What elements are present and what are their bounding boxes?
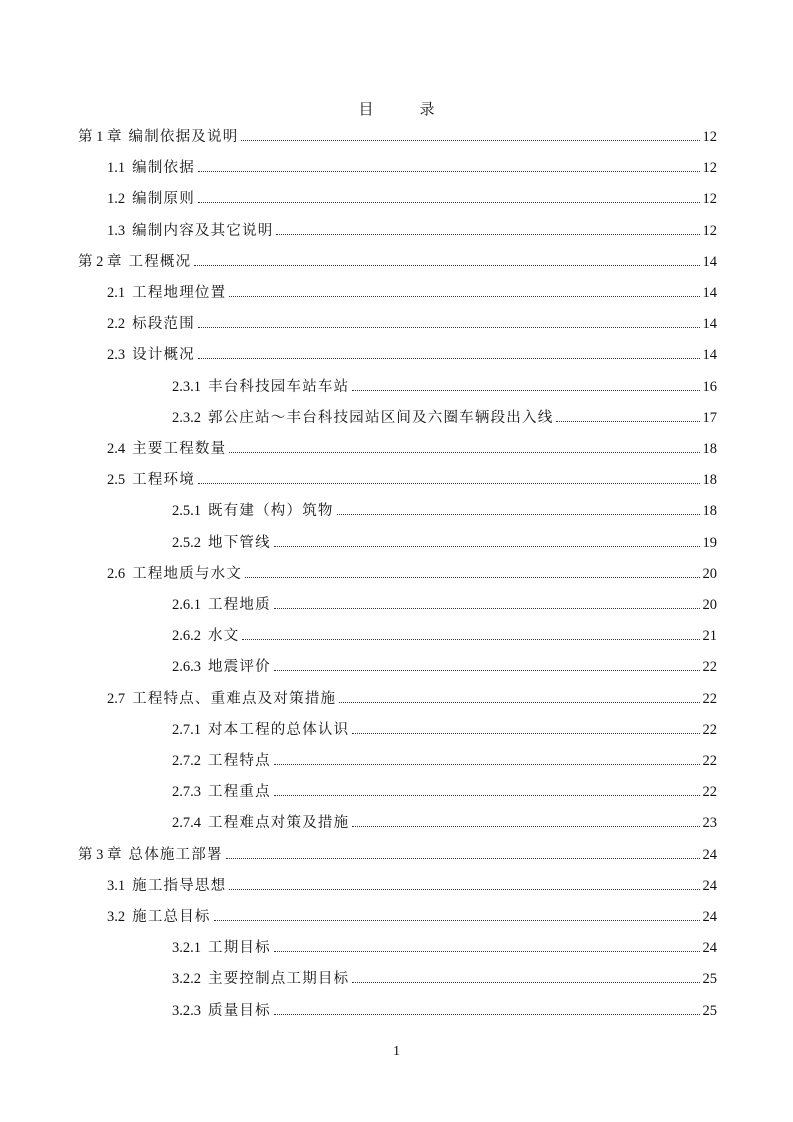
toc-entry[interactable]	[107, 282, 717, 302]
toc-entry-label	[107, 908, 211, 926]
toc-dot-leader	[229, 296, 699, 297]
toc-entry-page: 20	[702, 597, 717, 613]
toc-title-char-2: 录	[419, 100, 435, 118]
toc-entry-number: 3.2.1	[172, 940, 201, 957]
toc-title	[0, 98, 793, 124]
toc-entry-number: 第 1 章	[78, 129, 122, 145]
toc-entry-label	[172, 502, 334, 520]
toc-entry-number: 2.6	[107, 565, 126, 582]
toc-dot-leader	[241, 140, 699, 141]
toc-dot-leader	[274, 764, 700, 765]
toc-entry[interactable]	[172, 656, 717, 676]
toc-entry-label	[107, 346, 195, 364]
toc-entry-label	[107, 471, 195, 489]
toc-entry-number: 2.1	[107, 285, 126, 301]
toc-entry-text: 主要控制点工期目标	[208, 971, 350, 988]
toc-entry-number: 2.6.1	[172, 597, 201, 613]
toc-entry-number: 2.2	[107, 316, 126, 333]
toc-entry-page: 22	[702, 753, 717, 769]
toc-entry-text: 工程环境	[132, 472, 195, 489]
toc-entry-number: 2.7	[107, 690, 126, 707]
toc-dot-leader	[245, 577, 699, 578]
toc-entry-label	[172, 409, 553, 427]
toc-entry-page: 22	[702, 784, 717, 801]
toc-entry[interactable]	[78, 844, 717, 864]
toc-entry[interactable]	[107, 220, 717, 240]
toc-entry-label	[78, 128, 238, 146]
toc-entry-page: 17	[702, 409, 717, 426]
toc-entry-number: 第 3 章	[78, 846, 122, 863]
toc-entry-label	[172, 378, 349, 396]
toc-entry-page: 19	[702, 534, 717, 551]
toc-entry[interactable]	[107, 906, 717, 926]
toc-entry-text: 工期目标	[208, 940, 271, 957]
toc-entry-number: 1.1	[107, 160, 126, 177]
toc-entry-number: 3.2.3	[172, 1002, 201, 1019]
toc-entry-text: 工程特点、重难点及对策措施	[132, 690, 337, 707]
toc-entry[interactable]	[107, 469, 717, 489]
toc-entry-text: 编制依据	[132, 160, 195, 177]
toc-entry-text: 水文	[208, 628, 240, 645]
toc-entry[interactable]	[172, 594, 717, 614]
toc-entry[interactable]	[78, 251, 717, 271]
toc-entry[interactable]	[172, 500, 717, 520]
toc-entry-text: 编制原则	[132, 191, 195, 208]
toc-entry-number: 2.7.1	[172, 721, 201, 738]
toc-entry[interactable]	[172, 719, 717, 739]
toc-entry[interactable]	[172, 937, 717, 957]
toc-entry-number: 3.1	[107, 877, 126, 894]
toc-dot-leader	[198, 327, 700, 328]
toc-entry[interactable]	[172, 376, 717, 396]
toc-dot-leader	[274, 795, 700, 796]
toc-entry-page: 14	[702, 253, 717, 270]
toc-entry-number: 3.2.2	[172, 971, 201, 988]
toc-entry-page: 12	[702, 160, 717, 177]
toc-entry-text: 主要工程数量	[132, 441, 227, 457]
toc-entry-text: 对本工程的总体认识	[208, 721, 350, 738]
toc-entry-page: 22	[702, 659, 717, 676]
toc-entry-page: 24	[702, 877, 717, 894]
toc-entry-text: 丰台科技园车站车站	[208, 378, 350, 395]
toc-entry-label	[172, 534, 271, 552]
toc-entry-number: 2.5.2	[172, 534, 201, 551]
toc-dot-leader	[198, 483, 700, 484]
toc-entry-text: 工程特点	[208, 753, 271, 769]
toc-entry-page: 18	[702, 472, 717, 489]
toc-dot-leader	[198, 358, 700, 359]
toc-entry-number: 2.3	[107, 347, 126, 364]
toc-entry[interactable]	[107, 563, 717, 583]
toc-entry-text: 施工指导思想	[132, 877, 227, 894]
toc-dot-leader	[274, 1014, 700, 1015]
toc-dot-leader	[198, 202, 700, 203]
toc-entry-label	[107, 690, 336, 708]
toc-dot-leader	[229, 889, 699, 890]
toc-entry[interactable]	[172, 812, 717, 832]
toc-dot-leader	[274, 546, 700, 547]
page-number: 1	[393, 1044, 400, 1059]
toc-entry-label	[107, 222, 273, 240]
toc-entry-page: 12	[702, 129, 717, 145]
toc-entry[interactable]	[107, 188, 717, 208]
toc-dot-leader	[352, 826, 699, 827]
toc-entry-number: 2.7.4	[172, 815, 201, 832]
toc-entry-page: 18	[702, 503, 717, 520]
toc-entry-label	[78, 253, 191, 271]
toc-entry-page: 20	[702, 565, 717, 582]
toc-dot-leader	[339, 702, 699, 703]
toc-entry-text: 工程地质与水文	[132, 565, 243, 582]
toc-entry-page: 22	[702, 721, 717, 738]
toc-dot-leader	[276, 234, 699, 235]
toc-entry-page: 23	[702, 815, 717, 832]
toc-entry-number: 2.4	[107, 441, 126, 457]
toc-entry-label	[172, 814, 349, 832]
toc-entry[interactable]	[107, 313, 717, 333]
toc-entry-label	[107, 315, 195, 333]
toc-entry[interactable]	[107, 344, 717, 364]
toc-entry-number: 1.3	[107, 222, 126, 239]
toc-entry-page: 18	[702, 441, 717, 457]
toc-entry-page: 14	[702, 285, 717, 301]
toc-entry-page: 24	[702, 940, 717, 957]
toc-entry-page: 25	[702, 971, 717, 988]
toc-entry-text: 设计概况	[132, 347, 195, 364]
toc-entry-number: 2.5	[107, 472, 126, 489]
toc-entry-text: 施工总目标	[132, 909, 211, 925]
toc-entry-page: 24	[702, 909, 717, 925]
toc-entry-text: 既有建（构）筑物	[208, 503, 334, 520]
toc-entry-text: 编制内容及其它说明	[132, 222, 274, 239]
toc-entry[interactable]	[107, 688, 717, 708]
toc-entry-label	[172, 783, 271, 801]
toc-entry-label	[107, 877, 226, 895]
toc-entry[interactable]	[172, 781, 717, 801]
toc-entry-text: 工程重点	[208, 784, 271, 801]
toc-dot-leader	[352, 733, 699, 734]
toc-entry-text: 质量目标	[208, 1002, 271, 1019]
toc-entry[interactable]	[107, 875, 717, 895]
toc-dot-leader	[194, 265, 699, 266]
toc-entry-label	[107, 440, 226, 458]
toc-entry-number: 2.3.2	[172, 409, 201, 426]
toc-entry-number: 2.6.3	[172, 659, 201, 676]
toc-entry-label	[172, 1002, 271, 1020]
toc-entry-page: 12	[702, 191, 717, 208]
toc-entry-number: 1.2	[107, 191, 126, 208]
toc-entry-text: 工程地质	[208, 597, 271, 613]
toc-entry-label	[172, 627, 239, 645]
toc-dot-leader	[556, 421, 699, 422]
toc-entry-label	[172, 970, 349, 988]
toc-entry-text: 工程难点对策及措施	[208, 815, 350, 832]
toc-dot-leader	[198, 171, 700, 172]
toc-entry-text: 标段范围	[132, 316, 195, 333]
toc-entry-text: 编制依据及说明	[128, 129, 239, 145]
toc-entry-text: 工程地理位置	[132, 285, 227, 301]
toc-entry-page: 16	[702, 378, 717, 395]
toc-entry-number: 2.5.1	[172, 503, 201, 520]
toc-entry-page: 14	[702, 316, 717, 333]
toc-entry[interactable]	[107, 157, 717, 177]
toc-entry-text: 郭公庄站～丰台科技园站区间及六圈车辆段出入线	[208, 409, 554, 426]
toc-entry-label	[172, 596, 271, 614]
toc-entry-label	[107, 565, 242, 583]
toc-dot-leader	[274, 670, 700, 671]
toc-entry-number: 3.2	[107, 909, 126, 925]
toc-entry-text: 工程概况	[128, 253, 192, 270]
toc-entry-label	[172, 939, 271, 957]
toc-entry-page: 24	[702, 846, 717, 863]
toc-entry-page: 22	[702, 690, 717, 707]
toc-dot-leader	[274, 951, 700, 952]
toc-entry-label	[78, 846, 223, 864]
toc-entry[interactable]	[78, 126, 717, 146]
toc-entry[interactable]	[172, 625, 717, 645]
toc-entry-page: 14	[702, 347, 717, 364]
toc-entry-label	[107, 284, 226, 302]
toc-dot-leader	[214, 920, 700, 921]
toc-entry-label	[107, 159, 195, 177]
toc-entry-number: 2.7.2	[172, 753, 201, 769]
toc-entry-text: 总体施工部署	[128, 846, 223, 863]
toc-entry-label	[107, 190, 195, 208]
toc-dot-leader	[229, 452, 699, 453]
toc-entry-number: 2.7.3	[172, 784, 201, 801]
toc-entry[interactable]	[172, 407, 717, 427]
toc-dot-leader	[337, 514, 700, 515]
toc-entry-page: 12	[702, 222, 717, 239]
toc-entry[interactable]	[172, 968, 717, 988]
toc-entry-page: 21	[702, 628, 717, 645]
toc-entry-number: 第 2 章	[78, 253, 122, 270]
toc-entry-label	[172, 658, 271, 676]
toc-dot-leader	[226, 858, 700, 859]
toc-entry[interactable]	[172, 1000, 717, 1020]
toc-entry[interactable]	[172, 750, 717, 770]
toc-entry[interactable]	[107, 438, 717, 458]
toc-dot-leader	[274, 608, 700, 609]
toc-entry-text: 地震评价	[208, 659, 271, 676]
toc-dot-leader	[352, 390, 699, 391]
toc-dot-leader	[352, 982, 699, 983]
toc-entry-number: 2.6.2	[172, 628, 201, 645]
toc-entry-number: 2.3.1	[172, 378, 201, 395]
toc-entry-label	[172, 752, 271, 770]
toc-entry-page: 25	[702, 1002, 717, 1019]
toc-entry-label	[172, 721, 349, 739]
toc-dot-leader	[242, 639, 699, 640]
toc-entry-text: 地下管线	[208, 534, 271, 551]
toc-title-char-1: 目	[358, 100, 374, 118]
toc-entry[interactable]	[172, 532, 717, 552]
